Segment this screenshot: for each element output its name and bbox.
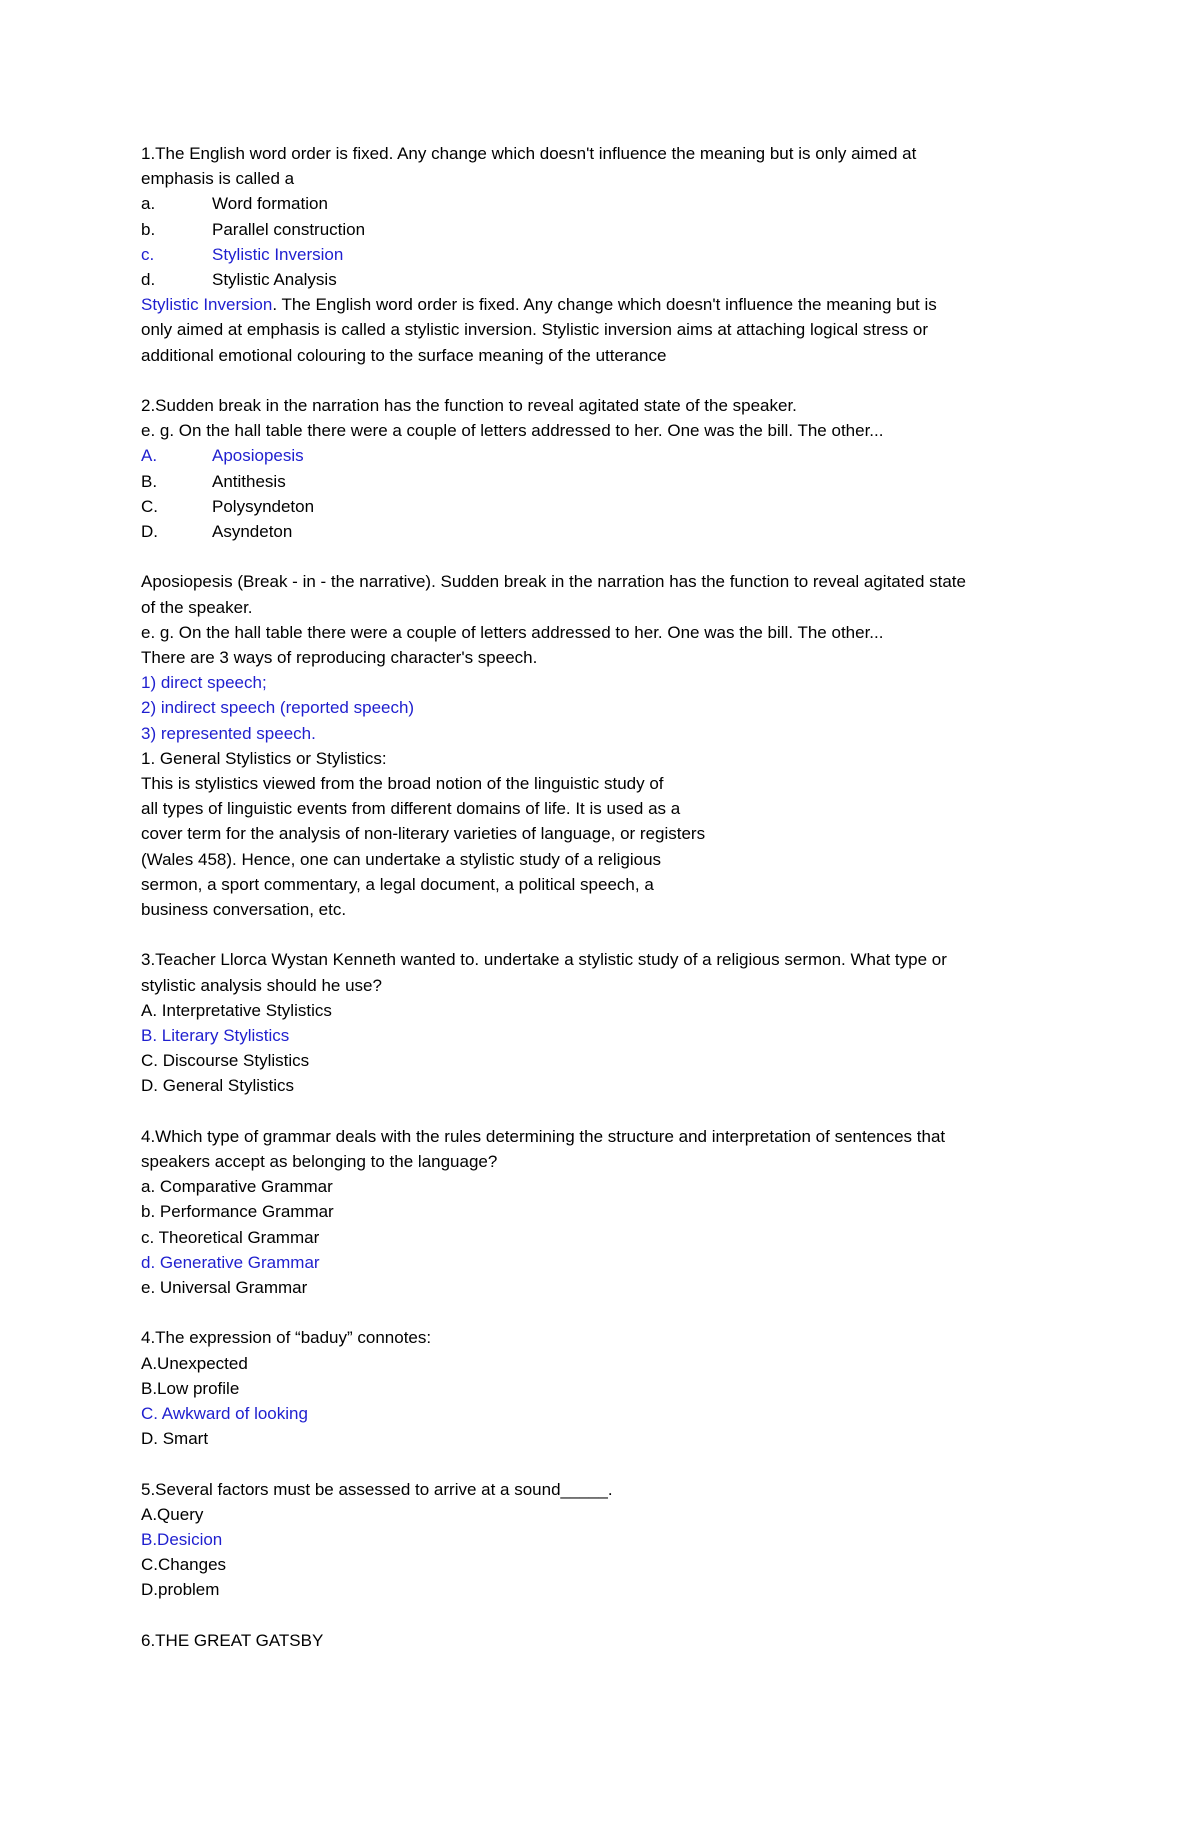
explanation-line: e. g. On the hall table there were a couple of letters addressed to her. One was the bill. The other...: [141, 622, 884, 642]
question-6: [141, 1628, 1081, 1653]
explanation-term: Stylistic Inversion: [141, 295, 273, 315]
spacer: [141, 1451, 1081, 1476]
option-d-answer: d. Generative Grammar: [141, 1252, 320, 1272]
spacer: [141, 1603, 1081, 1628]
option-text: Aposiopesis: [212, 446, 304, 466]
option-letter: b.: [141, 219, 156, 239]
general-stylistics-line: (Wales 458). Hence, one can undertake a stylistic study of a religious: [141, 849, 662, 869]
option-a: A.Query: [141, 1504, 204, 1524]
general-stylistics-line: 1. General Stylistics or Stylistics:: [141, 748, 387, 768]
question-stem-line: stylistic analysis should he use?: [141, 975, 382, 995]
option-text: Asyndeton: [212, 522, 293, 542]
explanation-line: only aimed at emphasis is called a stylistic inversion. Stylistic inversion aims at attaching logical stress or: [141, 320, 929, 340]
explanation-line: [141, 292, 1081, 317]
option-letter: d.: [141, 270, 156, 290]
option-a-answer: [141, 443, 1081, 468]
explanation-line: additional emotional colouring to the surface meaning of the utterance: [141, 345, 667, 365]
spacer: [141, 1300, 1081, 1325]
option-d: D. Smart: [141, 1429, 209, 1449]
question-4-grammar: [141, 1124, 1081, 1300]
question-stem-line: 2.Sudden break in the narration has the function to reveal agitated state of the speaker.: [141, 396, 797, 416]
general-stylistics-line: all types of linguistic events from different domains of life. It is used as a: [141, 799, 681, 819]
option-e: e. Universal Grammar: [141, 1278, 308, 1298]
explanation-line: Aposiopesis (Break - in - the narrative). Sudden break in the narration has the function to reveal agitated state: [141, 572, 966, 592]
speech-way-item: 2) indirect speech (reported speech): [141, 698, 415, 718]
spacer: [141, 544, 1081, 569]
option-b-answer: B. Literary Stylistics: [141, 1026, 290, 1046]
option-text: Parallel construction: [212, 219, 366, 239]
option-a: A. Interpretative Stylistics: [141, 1000, 332, 1020]
option-a: A.Unexpected: [141, 1353, 248, 1373]
question-stem-line: speakers accept as belonging to the language?: [141, 1152, 498, 1172]
option-text: Polysyndeton: [212, 496, 315, 516]
explanation-text: . The English word order is fixed. Any change which doesn't influence the meaning but is: [272, 295, 937, 315]
explanation-line: There are 3 ways of reproducing character's speech.: [141, 648, 538, 668]
question-stem-line: 4.Which type of grammar deals with the rules determining the structure and interpretation of sentences that: [141, 1126, 946, 1146]
option-d: D. General Stylistics: [141, 1076, 295, 1096]
option-d: [141, 267, 1081, 292]
option-c-answer: [141, 242, 1081, 267]
spacer: [141, 922, 1081, 947]
explanation-line: of the speaker.: [141, 597, 253, 617]
question-stem-line: 6.THE GREAT GATSBY: [141, 1630, 324, 1650]
question-3: [141, 947, 1081, 1098]
question-stem-line: 5.Several factors must be assessed to arrive at a sound_____.: [141, 1479, 613, 1499]
option-d: [141, 519, 1081, 544]
option-b: B.Low profile: [141, 1378, 240, 1398]
option-c-answer: C. Awkward of looking: [141, 1404, 308, 1424]
general-stylistics-line: This is stylistics viewed from the broad notion of the linguistic study of: [141, 774, 664, 794]
option-c: c. Theoretical Grammar: [141, 1227, 320, 1247]
document-page: [141, 141, 1081, 1653]
option-b: [141, 469, 1081, 494]
question-stem-line: 3.Teacher Llorca Wystan Kenneth wanted to. undertake a stylistic study of a religious sermon. What type or: [141, 950, 947, 970]
spacer: [141, 368, 1081, 393]
question-stem-line: emphasis is called a: [141, 169, 295, 189]
option-a: [141, 191, 1081, 216]
option-b: b. Performance Grammar: [141, 1202, 334, 1222]
option-text: Antithesis: [212, 471, 286, 491]
question-2: [141, 393, 1081, 922]
option-text: Stylistic Analysis: [212, 270, 337, 290]
question-4-baduy: [141, 1325, 1081, 1451]
option-b-answer: B.Desicion: [141, 1530, 223, 1550]
question-5: [141, 1477, 1081, 1603]
option-letter: c.: [141, 244, 155, 264]
option-text: Stylistic Inversion: [212, 244, 344, 264]
option-b: [141, 217, 1081, 242]
speech-way-item: 3) represented speech.: [141, 723, 316, 743]
speech-way-item: 1) direct speech;: [141, 673, 267, 693]
option-a: a. Comparative Grammar: [141, 1177, 333, 1197]
option-c: C.Changes: [141, 1555, 227, 1575]
option-c: C. Discourse Stylistics: [141, 1051, 310, 1071]
general-stylistics-line: sermon, a sport commentary, a legal document, a political speech, a: [141, 874, 654, 894]
option-letter: C.: [141, 496, 158, 516]
option-d: D.problem: [141, 1580, 220, 1600]
question-stem-line: e. g. On the hall table there were a couple of letters addressed to her. One was the bill. The other...: [141, 421, 884, 441]
general-stylistics-line: business conversation, etc.: [141, 900, 347, 920]
general-stylistics-line: cover term for the analysis of non-literary varieties of language, or registers: [141, 824, 706, 844]
question-1: [141, 141, 1081, 368]
option-text: Word formation: [212, 194, 328, 214]
option-c: [141, 494, 1081, 519]
option-letter: D.: [141, 522, 158, 542]
question-stem-line: 1.The English word order is fixed. Any change which doesn't influence the meaning but is only aimed at: [141, 144, 917, 163]
option-letter: A.: [141, 446, 158, 466]
option-letter: B.: [141, 471, 158, 491]
spacer: [141, 1099, 1081, 1124]
option-letter: a.: [141, 194, 156, 214]
question-stem-line: 4.The expression of “baduy” connotes:: [141, 1328, 432, 1348]
